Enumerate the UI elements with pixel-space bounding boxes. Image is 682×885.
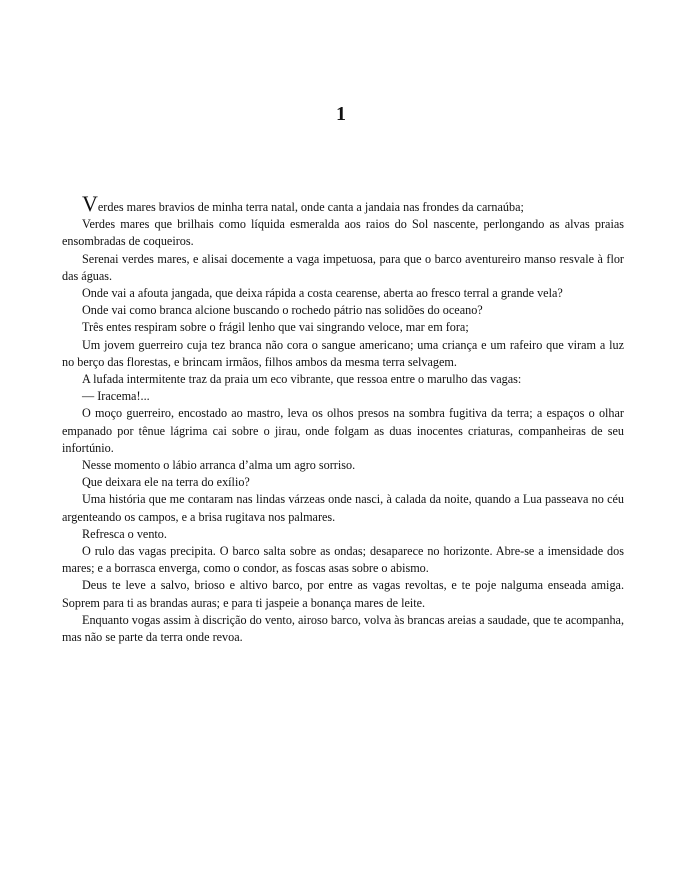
paragraph-2: Verdes mares que brilhais como líquida esmeralda aos raios do Sol nascente, perlongando as alvas praias ensombradas de coqueiros. (62, 217, 624, 249)
paragraph-1-text: erdes mares bravios de minha terra natal, onde canta a jandaia nas frondes da carnaúba; (97, 200, 524, 214)
paragraph-10: O moço guerreiro, encostado ao mastro, leva os olhos presos na sombra fugitiva da terra; a espaços o olhar empanado por tênue lágrima cai sobre o jirau, onde folgam as duas inocentes criaturas, companheiras de seu infortúnio. (62, 406, 624, 455)
paragraph-5: Onde vai como branca alcione buscando o rochedo pátrio nas solidões do oceano? (82, 303, 483, 318)
initial-letter: V (82, 191, 98, 216)
paragraph-4: Onde vai a afouta jangada, que deixa rápida a costa cearense, aberta ao fresco terral a grande vela? (82, 286, 563, 301)
paragraph-13: Uma história que me contaram nas lindas várzeas onde nasci, à calada da noite, quando a Lua passeava no céu argenteando os campos, e a brisa rugitava nos palmares. (62, 492, 624, 524)
chapter-text (62, 191, 624, 646)
paragraph-8: A lufada intermitente traz da praia um eco vibrante, que ressoa entre o marulho das vagas: (82, 372, 522, 387)
paragraph-15: O rulo das vagas precipita. O barco salta sobre as ondas; desaparece no horizonte. Abre-se a imensidade dos mares; e a borrasca enverga, como o condor, as foscas asas sobre o abismo. (62, 544, 624, 576)
paragraph-14: Refresca o vento. (82, 526, 167, 541)
paragraph-11: Nesse momento o lábio arranca d’alma um agro sorriso. (82, 458, 356, 473)
paragraph-9: — Iracema!... (82, 389, 150, 404)
paragraph-6: Três entes respiram sobre o frágil lenho que vai singrando veloce, mar em fora; (82, 320, 469, 335)
chapter-number: 1 (336, 103, 346, 125)
paragraph-3: Serenai verdes mares, e alisai docemente a vaga impetuosa, para que o barco aventureiro manso resvale à flor das águas. (62, 251, 624, 283)
paragraph-7: Um jovem guerreiro cuja tez branca não cora o sangue americano; uma criança e um rafeiro que viram a luz no berço das florestas, e brincam irmãos, filhos ambos da mesma terra selvagem. (62, 337, 624, 369)
paragraph-16: Deus te leve a salvo, brioso e altivo barco, por entre as vagas revoltas, e te poje nalguma enseada amiga. Soprem para ti as brandas auras; e para ti jaspeie a bonança mares de leite. (62, 578, 624, 610)
paragraph-12: Que deixara ele na terra do exílio? (82, 475, 250, 490)
paragraph-17: Enquanto vogas assim à discrição do vento, airoso barco, volva às brancas areias a saudade, que te acompanha, mas não se parte da terra onde revoa. (62, 612, 624, 645)
paragraph-1 (62, 191, 624, 216)
